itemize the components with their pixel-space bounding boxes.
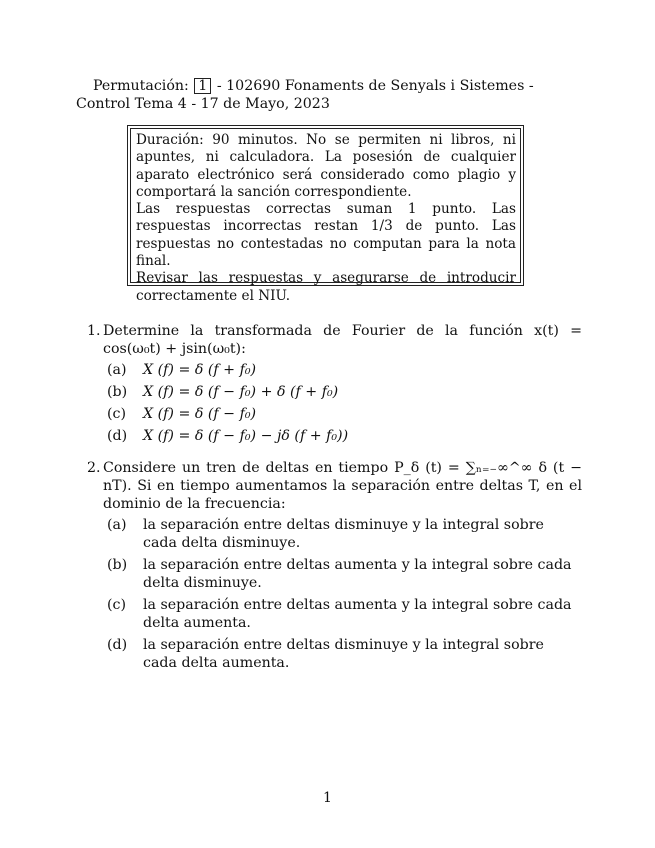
option-a[interactable] bbox=[107, 361, 582, 379]
instructions-paragraph-niu: Revisar las respuestas y asegurarse de introducir correctamente el NIU. bbox=[136, 270, 516, 304]
option-c[interactable] bbox=[107, 596, 582, 632]
option-label: (c) bbox=[107, 597, 127, 613]
option-text: X (f) = δ (f − f₀) − jδ (f + f₀)) bbox=[143, 428, 349, 444]
option-text: la separación entre deltas aumenta y la integral sobre cada delta disminuye. bbox=[143, 557, 572, 591]
permutation-prefix: Permutación: bbox=[93, 78, 189, 94]
question-number: 2. bbox=[87, 460, 101, 476]
question-text: Considere un tren de deltas en tiempo P_δ (t) = ∑ₙ₌₋∞^∞ δ (t − nT). Si en tiempo aumentamos la separación entre deltas T, en el dominio de la frecuencia: bbox=[103, 460, 582, 512]
permutation-number-box: 1 bbox=[194, 78, 211, 94]
option-label: (b) bbox=[107, 384, 128, 400]
options-list bbox=[87, 516, 582, 672]
option-label: (a) bbox=[107, 362, 127, 378]
question-number: 1. bbox=[87, 323, 101, 339]
option-text: la separación entre deltas disminuye y la integral sobre cada delta aumenta. bbox=[143, 637, 544, 671]
option-text: la separación entre deltas aumenta y la integral sobre cada delta aumenta. bbox=[143, 597, 572, 631]
question-text: Determine la transformada de Fourier de la función x(t) = cos(ω₀t) + jsin(ω₀t): bbox=[103, 323, 582, 357]
option-d[interactable] bbox=[107, 427, 582, 445]
option-d[interactable] bbox=[107, 636, 582, 672]
exam-title: - 102690 Fonaments de Senyals i Sistemes - Control Tema 4 - 17 de Mayo, 2023 bbox=[76, 78, 534, 112]
option-text: X (f) = δ (f + f₀) bbox=[143, 362, 257, 378]
page-number: 1 bbox=[323, 790, 332, 806]
option-a[interactable] bbox=[107, 516, 582, 552]
question-2 bbox=[87, 459, 582, 676]
option-label: (b) bbox=[107, 557, 128, 573]
option-text: la separación entre deltas disminuye y la integral sobre cada delta disminuye. bbox=[143, 517, 544, 551]
option-label: (d) bbox=[107, 637, 128, 653]
instructions-paragraph-scoring: Las respuestas correctas suman 1 punto. Las respuestas incorrectas restan 1/3 de punto. Las respuestas no contestadas no computan para la nota final. bbox=[136, 201, 516, 270]
option-c[interactable] bbox=[107, 405, 582, 423]
instructions-box bbox=[127, 125, 524, 304]
instructions-paragraph-duration: Duración: 90 minutos. No se permiten ni libros, ni apuntes, ni calculadora. La posesión de cualquier aparato electrónico será considerado como plagio y comportará la sanción correspondiente. bbox=[136, 132, 516, 200]
instructions-box-inner bbox=[130, 128, 521, 304]
option-text: X (f) = δ (f − f₀) bbox=[143, 406, 257, 422]
option-label: (d) bbox=[107, 428, 128, 444]
option-label: (a) bbox=[107, 517, 127, 533]
option-label: (c) bbox=[107, 406, 127, 422]
options-list bbox=[87, 361, 582, 445]
exam-header bbox=[76, 77, 582, 113]
option-b[interactable] bbox=[107, 556, 582, 592]
option-text: X (f) = δ (f − f₀) + δ (f + f₀) bbox=[143, 384, 339, 400]
option-b[interactable] bbox=[107, 383, 582, 401]
question-1 bbox=[87, 322, 582, 449]
